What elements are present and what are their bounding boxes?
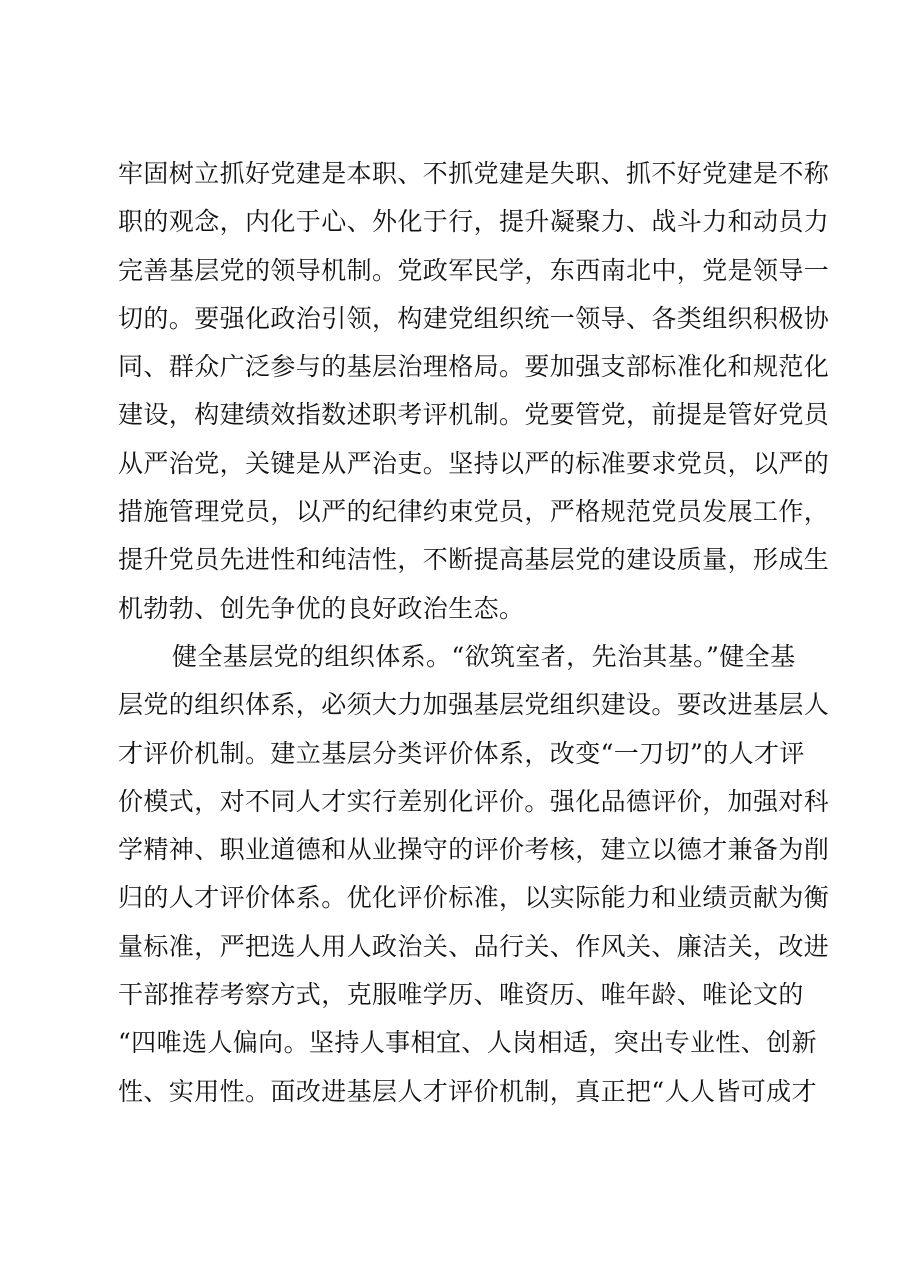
text-line: 层党的组织体系，必须大力加强基层党组织建设。要改进基层人	[118, 690, 830, 720]
text-line: 干部推荐考察方式，克服唯学历、唯资历、唯年龄、唯论文的	[118, 980, 804, 1010]
text-line: 从严治党，关键是从严治吏。坚持以严的标准要求党员，以严的	[118, 448, 830, 478]
text-line: 才评价机制。建立基层分类评价体系，改变“一刀切”的人才评	[118, 738, 805, 768]
text-line: “四唯选人偏向。坚持人事相宜、人岗相适，突出专业性、创新	[118, 1028, 817, 1058]
text-line: 性、实用性。面改进基层人才评价机制，真正把“人人皆可成才	[118, 1076, 817, 1106]
body-text	[118, 150, 830, 1116]
text-line: 价模式，对不同人才实行差别化评价。强化品德评价，加强对科	[118, 786, 830, 816]
text-line: 提升党员先进性和纯洁性，不断提高基层党的建设质量，形成生	[118, 545, 830, 575]
text-line: 学精神、职业道德和从业操守的评价考核，建立以德才兼备为削	[118, 835, 830, 865]
text-line: 职的观念，内化于心、外化于行，提升凝聚力、战斗力和动员力	[118, 207, 830, 237]
text-line: 归的人才评价体系。优化评价标准，以实际能力和业绩贡献为衡	[118, 883, 830, 913]
text-line: 同、群众广泛参与的基层治理格局。要加强支部标准化和规范化	[118, 352, 830, 382]
text-line: 建设，构建绩效指数述职考评机制。党要管党，前提是管好党员	[118, 400, 830, 430]
text-line: 完善基层党的领导机制。党政军民学，东西南北中，党是领导一	[118, 255, 830, 285]
paragraph-first-line: 健全基层党的组织体系。“欲筑室者，先治其基。”健全基	[172, 641, 796, 671]
text-line: 量标准，严把选人用人政治关、品行关、作风关、廉洁关，改进	[118, 931, 830, 961]
text-line: 机勃勃、创先争优的良好政治生态。	[118, 593, 525, 623]
text-line: 牢固树立抓好党建是本职、不抓党建是失职、抓不好党建是不称	[118, 159, 830, 188]
text-line: 措施管理党员，以严的纪律约束党员，严格规范党员发展工作，	[118, 497, 830, 527]
text-line: 切的。要强化政治引领，构建党组织统一领导、各类组织积极协	[118, 303, 830, 333]
